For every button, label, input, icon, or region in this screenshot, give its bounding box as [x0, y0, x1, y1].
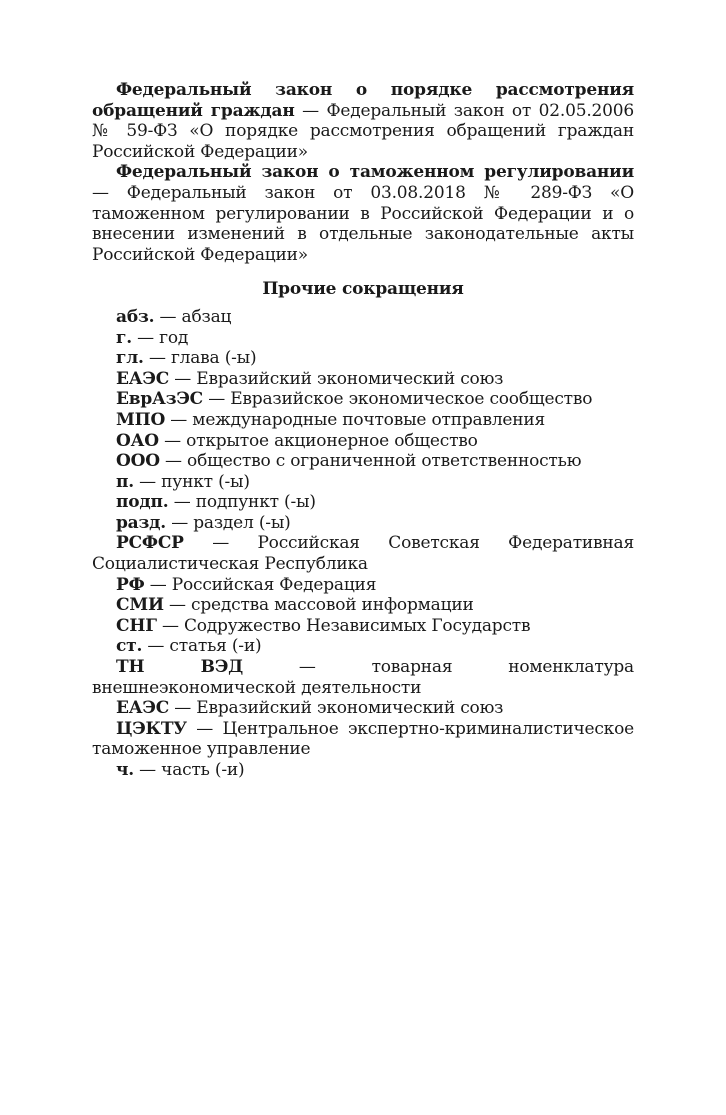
- abbreviation: ч.: [116, 760, 134, 780]
- abbreviation-meaning: — абзац: [154, 306, 232, 327]
- abbreviation-meaning: — Содружество Независимых Государств: [156, 615, 531, 636]
- list-item: [92, 616, 634, 637]
- abbreviation: гл.: [116, 348, 144, 369]
- abbreviation-meaning: — Евразийский экономический союз: [169, 368, 504, 389]
- abbreviation: ТН ВЭД: [116, 657, 244, 678]
- definition-paragraph: [92, 80, 634, 162]
- abbreviation: ст.: [116, 636, 143, 657]
- list-item: [92, 307, 634, 328]
- abbreviation: ООО: [116, 451, 160, 472]
- abbreviation: СНГ: [116, 615, 157, 636]
- abbreviation: ЕврАзЭС: [116, 389, 204, 410]
- abbreviation-meaning: — год: [131, 327, 189, 348]
- abbreviation: ОАО: [116, 430, 159, 451]
- list-item: [92, 348, 634, 369]
- abbreviation-meaning: — раздел (-ы): [166, 512, 291, 533]
- abbreviation-meaning: — товарная номенклатура внешнеэкономической деятельности: [92, 657, 634, 698]
- abbreviation: абз.: [116, 306, 155, 327]
- list-item: [92, 410, 634, 431]
- list-item: [92, 595, 634, 616]
- abbreviation: разд.: [116, 512, 167, 533]
- abbreviation-meaning: — средства массовой информации: [163, 595, 474, 616]
- abbreviation: СМИ: [116, 595, 164, 616]
- abbreviation: РСФСР: [116, 533, 184, 554]
- abbreviation-meaning: — Центральное экспертно-криминалистическое таможенное управление: [92, 718, 634, 760]
- list-item: [92, 698, 634, 719]
- section-heading: Прочие сокращения: [262, 279, 464, 300]
- list-item: [92, 575, 634, 596]
- list-item: [92, 636, 634, 657]
- definition-text: — Федеральный закон от 02.05.2006 № 59-ФЗ «О порядке рассмотрения обращений граждан Российской Федерации»: [92, 100, 634, 162]
- list-item: [92, 328, 634, 349]
- definition-paragraph: [92, 162, 634, 265]
- definition-term: Федеральный закон о порядке рассмотрения обращений граждан: [92, 80, 634, 121]
- list-item: [92, 492, 634, 513]
- abbreviation-meaning: — пункт (-ы): [133, 471, 250, 492]
- list-item: [92, 431, 634, 452]
- definition-term: Федеральный закон о таможенном регулировании: [116, 162, 634, 183]
- list-item: [92, 472, 634, 493]
- abbreviation-meaning: — Российская Федерация: [144, 574, 377, 595]
- list-item: [92, 513, 634, 534]
- abbreviation-meaning: — подпункт (-ы): [168, 492, 316, 513]
- list-item: [92, 719, 634, 760]
- list-item: [92, 760, 634, 781]
- abbreviation: п.: [116, 471, 134, 492]
- abbreviation-meaning: — общество с ограниченной ответственностью: [159, 451, 582, 472]
- abbreviation-meaning: — Евразийское экономическое сообщество: [203, 389, 593, 410]
- abbreviation: РФ: [116, 574, 145, 595]
- abbreviation-meaning: — открытое акционерное общество: [158, 430, 478, 451]
- abbreviation: подп.: [116, 492, 169, 513]
- abbreviation-meaning: — Российская Советская Федеративная Социалистическая Республика: [92, 533, 634, 575]
- list-item: [92, 389, 634, 410]
- abbreviation: ЕАЭС: [116, 368, 170, 389]
- list-item: [92, 533, 634, 574]
- document-page: [92, 80, 634, 781]
- abbreviation-meaning: — международные почтовые отправления: [165, 409, 546, 430]
- abbreviation-meaning: — глава (-ы): [143, 348, 257, 369]
- abbreviation-meaning: — Евразийский экономический союз: [169, 698, 504, 719]
- list-item: [92, 369, 634, 390]
- abbreviation-list: [92, 307, 634, 781]
- definition-text: — Федеральный закон от 03.08.2018 № 289-ФЗ «О таможенном регулировании в Российской Федерации и о внесении изменений в отдельные законодательные акты Российской Федерации»: [92, 182, 634, 265]
- abbreviation: г.: [116, 327, 132, 348]
- list-item: [92, 657, 634, 698]
- abbreviation: ЕАЭС: [116, 698, 170, 719]
- abbreviation: ЦЭКТУ: [116, 718, 187, 739]
- abbreviation-meaning: — часть (-и): [133, 760, 245, 780]
- abbreviation-meaning: — статья (-и): [142, 636, 262, 657]
- abbreviation: МПО: [116, 409, 166, 430]
- list-item: [92, 451, 634, 472]
